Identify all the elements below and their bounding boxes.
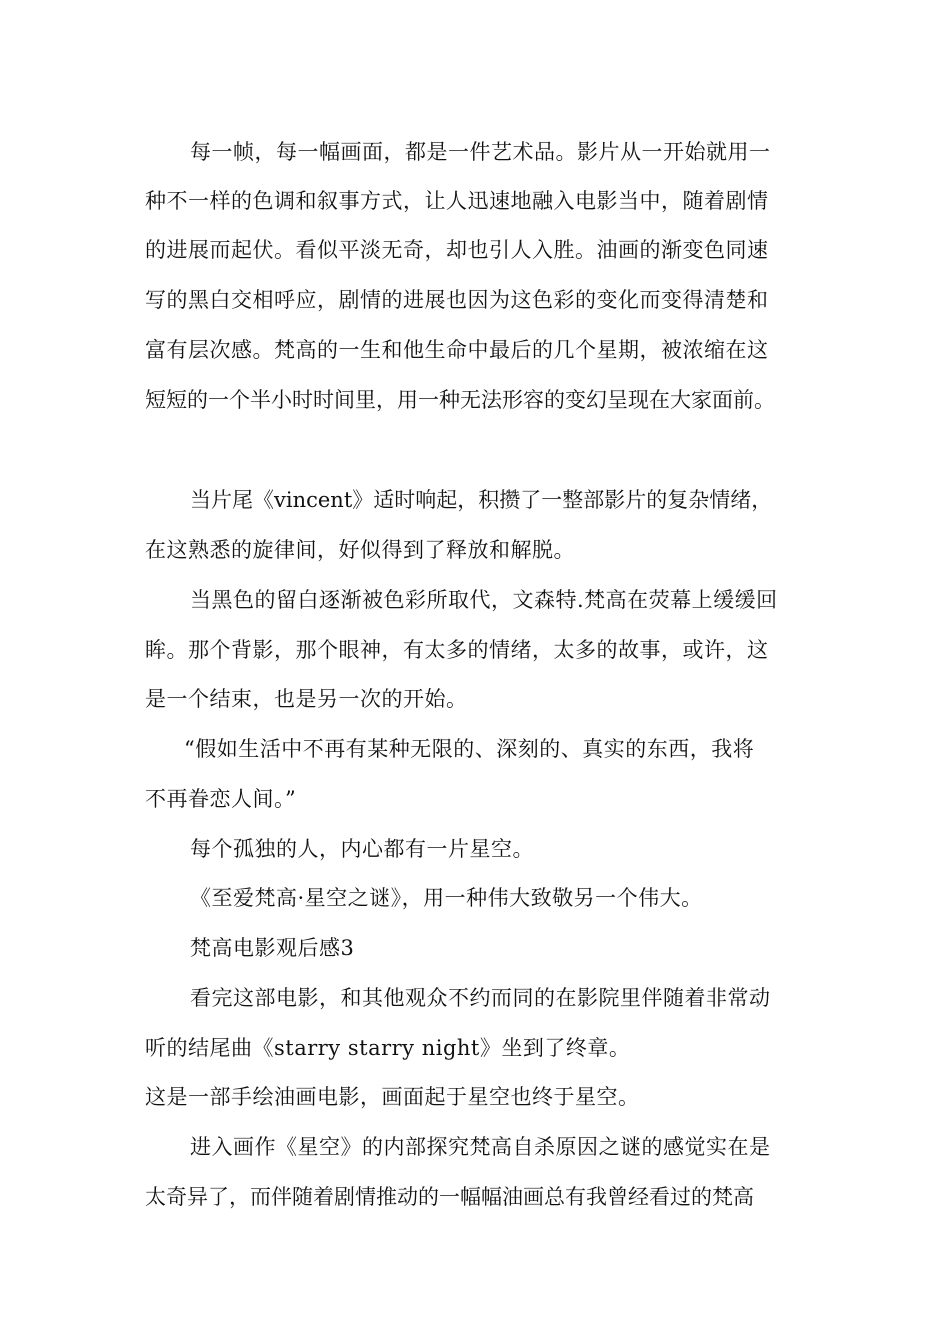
paragraph-line: 在这熟悉的旋律间，好似得到了释放和解脱。	[145, 538, 575, 562]
paragraph-line: 富有层次感。梵高的一生和他生命中最后的几个星期，被浓缩在这	[145, 338, 769, 362]
paragraph-line: 每个孤独的人，内心都有一片星空。	[190, 837, 534, 861]
paragraph-line: 这是一部手绘油画电影，画面起于星空也终于星空。	[145, 1085, 640, 1109]
paragraph-line: 眸。那个背影，那个眼神，有太多的情绪，太多的故事，或许，这	[145, 638, 769, 662]
paragraph-line: 听的结尾曲《starry starry night》坐到了终章。	[145, 1036, 631, 1060]
paragraph-line: 看完这部电影，和其他观众不约而同的在影院里伴随着非常动	[190, 986, 771, 1010]
paragraph-line: 写的黑白交相呼应，剧情的进展也因为这色彩的变化而变得清楚和	[145, 288, 769, 312]
paragraph-line: 短短的一个半小时时间里，用一种无法形容的变幻呈现在大家面前。	[145, 388, 775, 412]
paragraph-line: 进入画作《星空》的内部探究梵高自杀原因之谜的感觉实在是	[190, 1135, 771, 1159]
paragraph-line: 是一个结束，也是另一次的开始。	[145, 687, 468, 711]
paragraph-line: 当黑色的留白逐渐被色彩所取代，文森特.梵高在荧幕上缓缓回	[190, 588, 778, 612]
paragraph-line: 《至爱梵高·星空之谜》，用一种伟大致敬另一个伟大。	[190, 886, 703, 910]
quote-line: “假如生活中不再有某种无限的、深刻的、真实的东西，我将	[184, 737, 755, 761]
paragraph-line: 当片尾《vincent》适时响起，积攒了一整部影片的复杂情绪，	[190, 488, 773, 512]
paragraph-line: 太奇异了，而伴随着剧情推动的一幅幅油画总有我曾经看过的梵高	[145, 1185, 754, 1209]
section-heading: 梵高电影观后感3	[190, 936, 355, 960]
paragraph-line: 每一帧，每一幅画面，都是一件艺术品。影片从一开始就用一	[190, 140, 771, 164]
paragraph-line: 种不一样的色调和叙事方式，让人迅速地融入电影当中，随着剧情	[145, 189, 769, 213]
quote-line: 不再眷恋人间。”	[145, 787, 297, 811]
paragraph-line: 的进展而起伏。看似平淡无奇，却也引人入胜。油画的渐变色同速	[145, 238, 769, 262]
